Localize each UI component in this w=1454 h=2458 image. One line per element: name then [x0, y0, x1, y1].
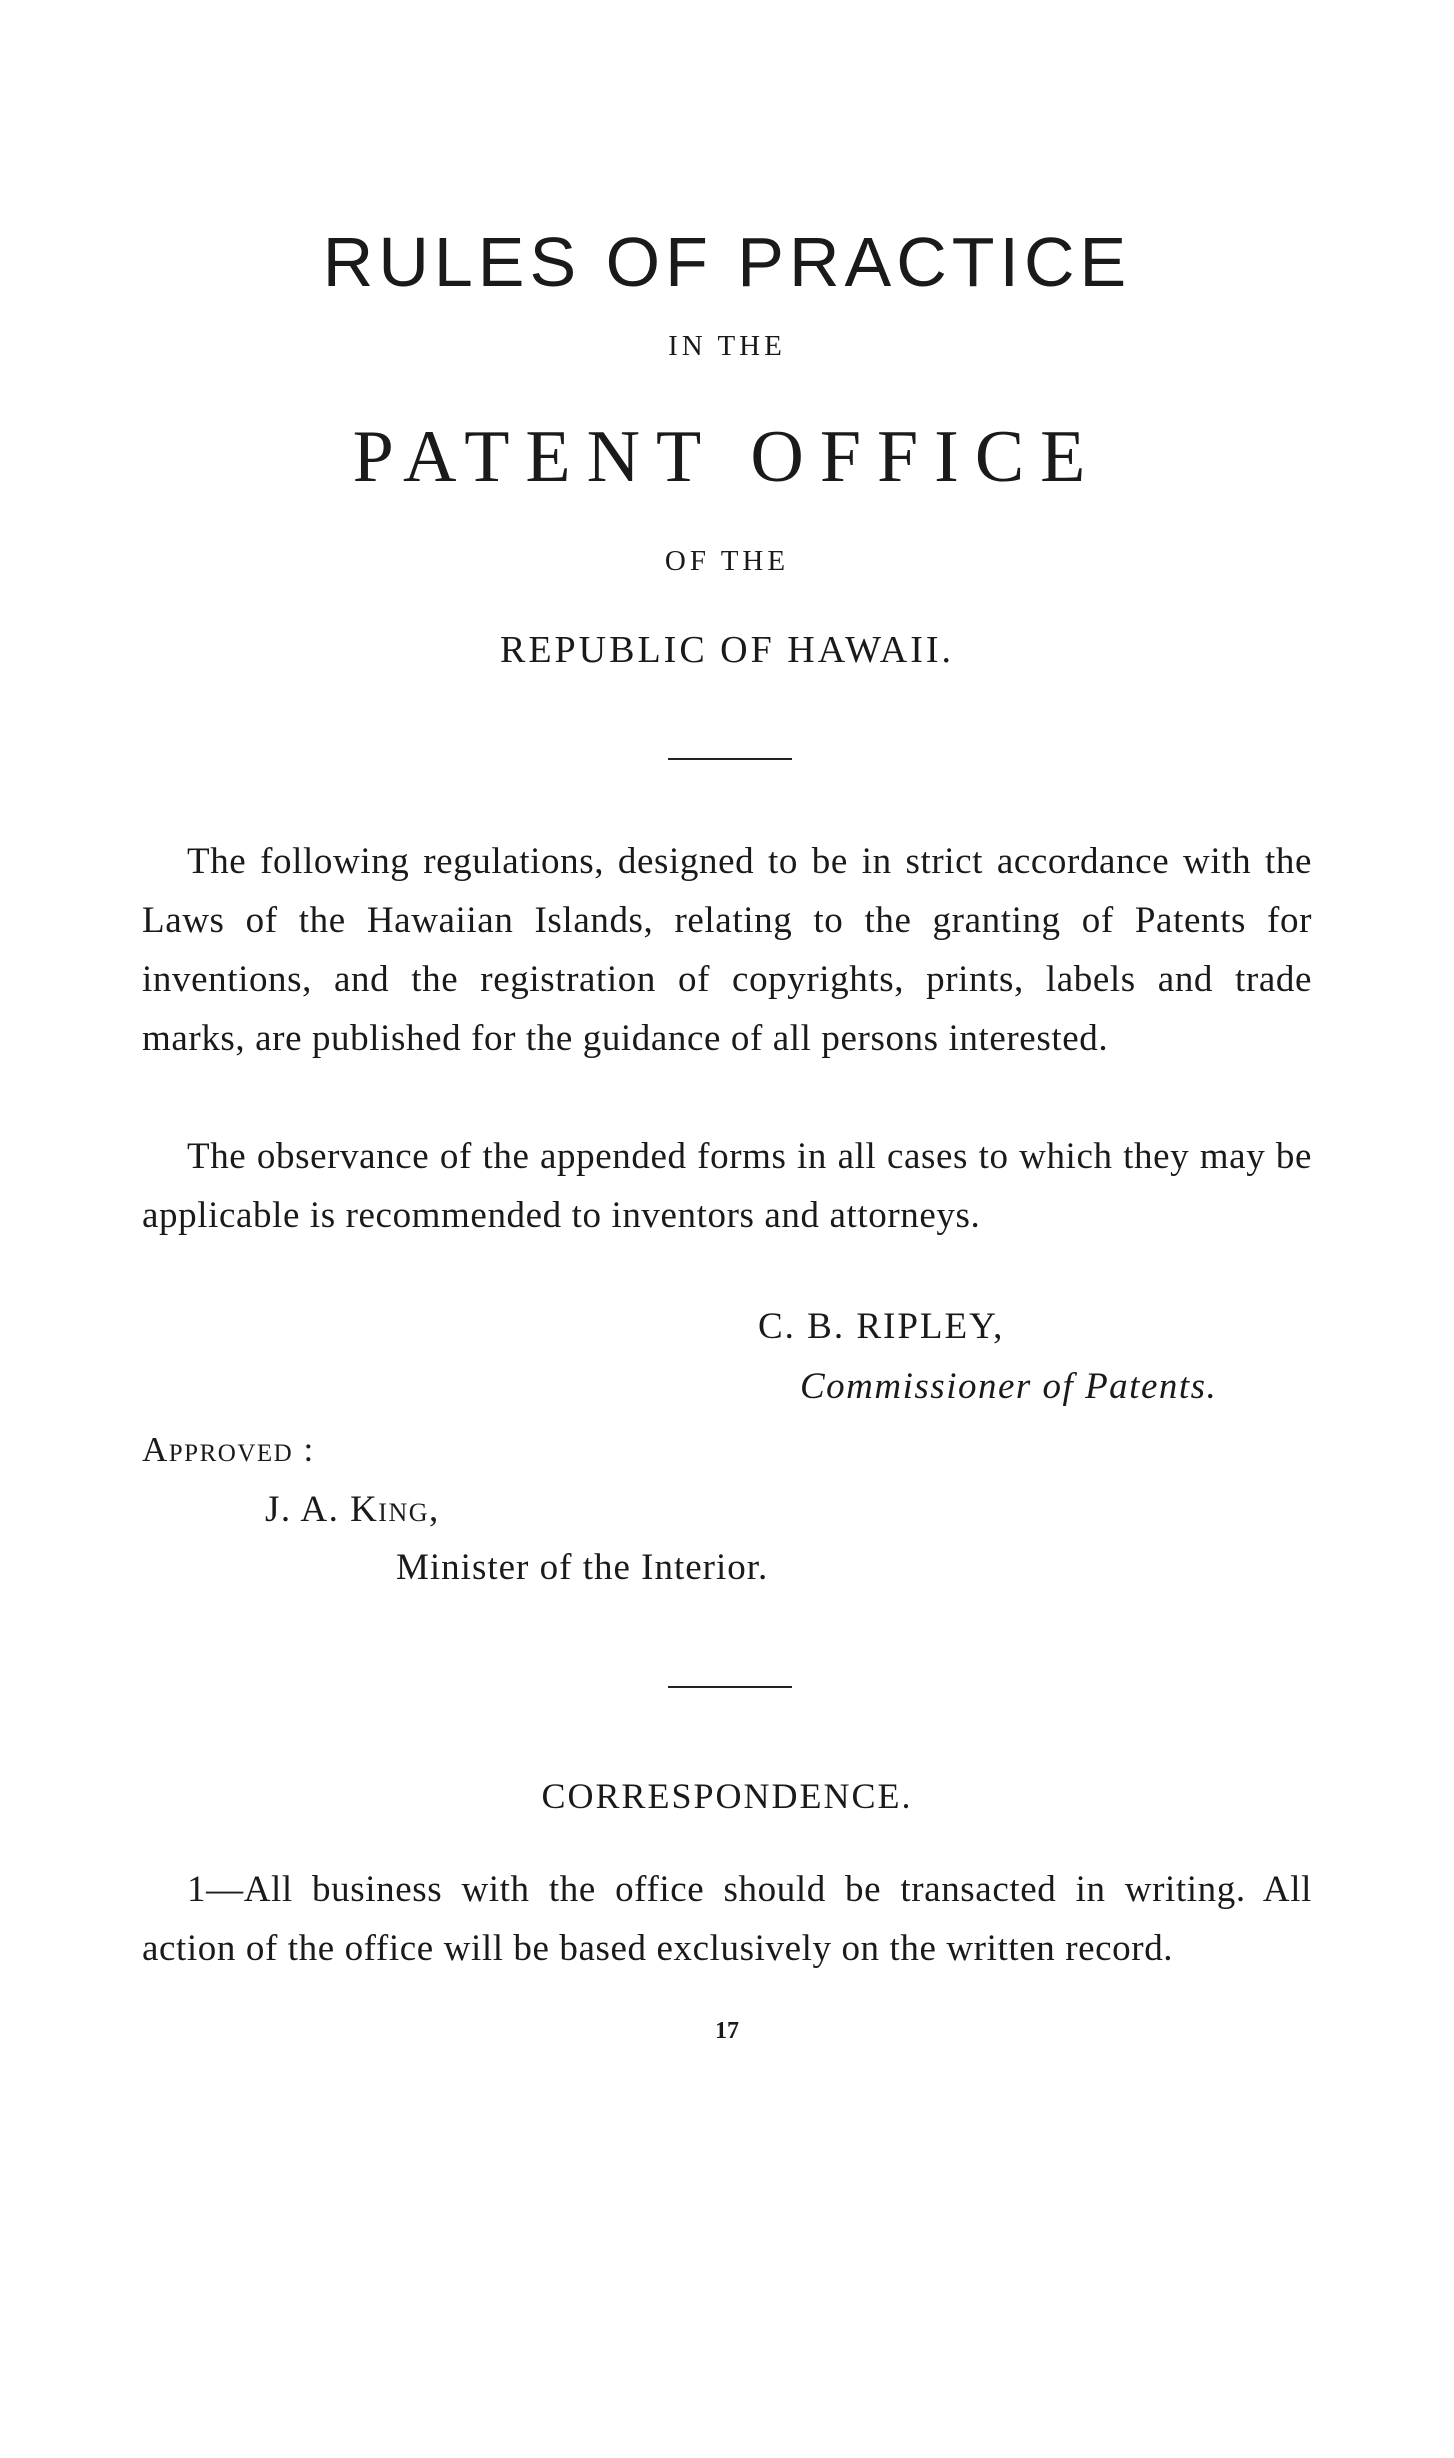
signatory-title: Commissioner of Patents. — [800, 1366, 1218, 1407]
title-rules-of-practice: RULES OF PRACTICE — [322, 223, 1132, 301]
divider-rule — [668, 1686, 792, 1688]
section-heading-correspondence: CORRESPONDENCE. — [541, 1776, 913, 1816]
approver-name — [265, 1488, 440, 1531]
approver-surname: King, — [350, 1489, 440, 1530]
title-republic-of-hawaii: REPUBLIC OF HAWAII. — [499, 629, 954, 671]
approver-initials: J. A. — [265, 1489, 340, 1530]
correspondence-paragraph-1: 1—All business with the office should be transacted in writing. All action of the office will be based exclusively on the written record. — [142, 1869, 1312, 1969]
page-number: 17 — [715, 2018, 739, 2044]
title-patent-office: PATENT OFFICE — [352, 416, 1102, 498]
intro-paragraph-2: The observance of the appended forms in all cases to which they may be applicable is recommended to inventors and attorneys. — [142, 1136, 1312, 1236]
signatory-name: C. B. RIPLEY, — [758, 1306, 1005, 1347]
title-of-the: OF THE — [664, 545, 790, 577]
approver-title: Minister of the Interior. — [396, 1547, 769, 1588]
title-in-the: IN THE — [668, 330, 786, 362]
approved-label: Approved : — [142, 1430, 315, 1469]
intro-paragraph-1: The following regulations, designed to be in strict accordance with the Laws of the Hawaiian Islands, relating to the granting of Patents for inventions, and the registration of copyrights, prints, labels and trade marks, are published for the guidance of all persons interested. — [142, 841, 1312, 1059]
divider-rule — [668, 758, 792, 760]
